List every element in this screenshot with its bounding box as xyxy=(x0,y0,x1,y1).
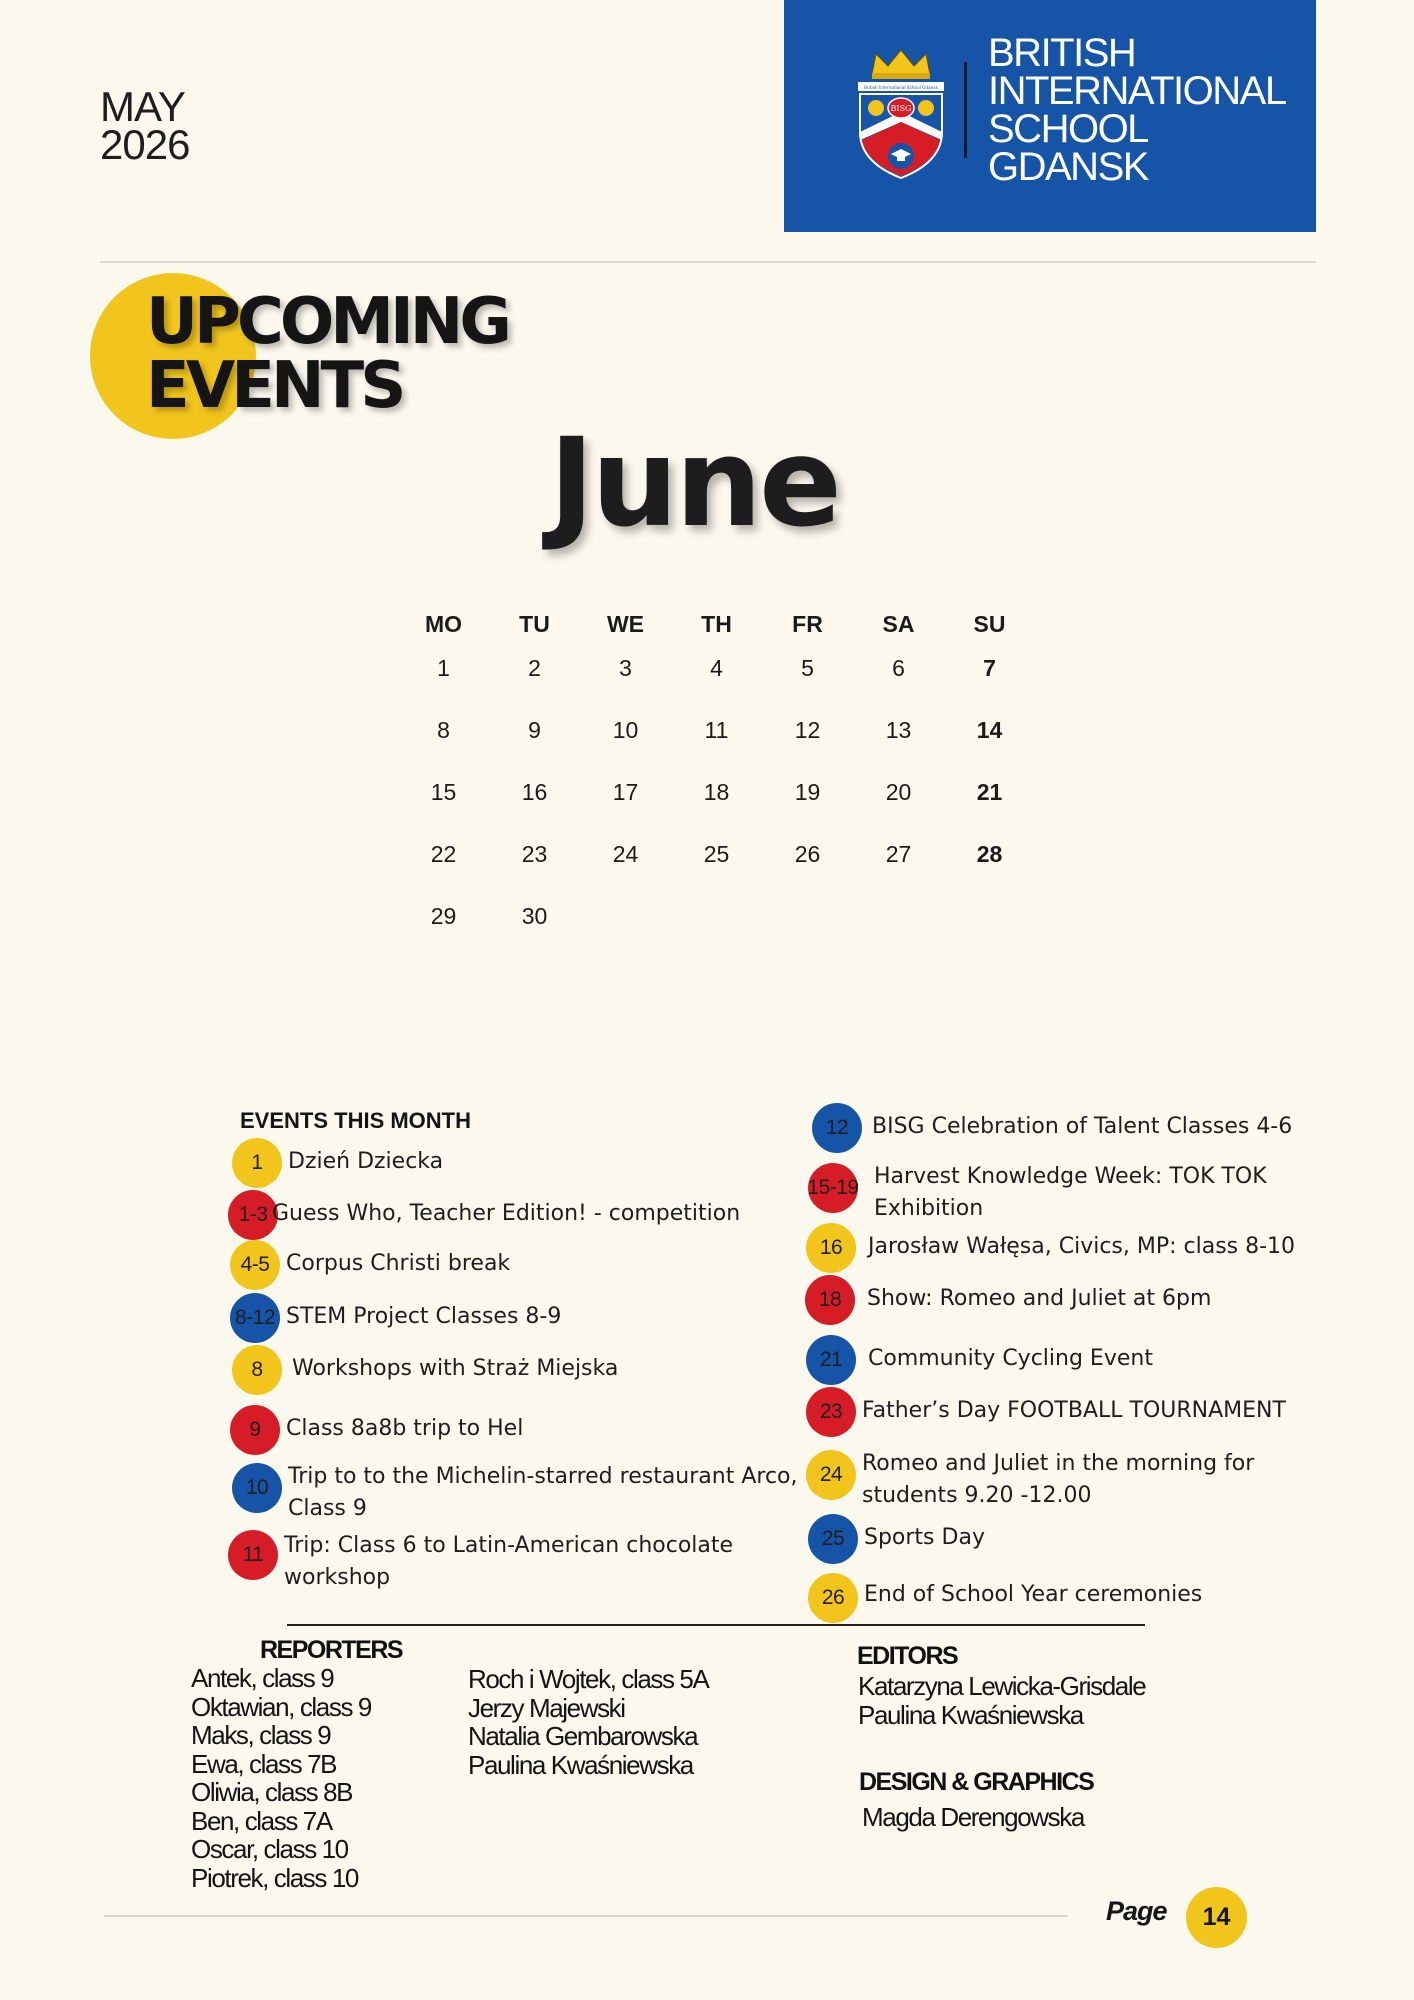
calendar-month-title: June xyxy=(549,412,839,554)
events-title: EVENTS THIS MONTH xyxy=(240,1108,472,1133)
school-crest-icon xyxy=(854,44,948,180)
events-divider xyxy=(287,1624,1145,1626)
reporter-name: Jerzy Majewski xyxy=(468,1692,625,1723)
calendar-day: 27 xyxy=(885,841,912,867)
event-item xyxy=(808,1514,985,1564)
reporters-list xyxy=(191,1664,371,1892)
event-item xyxy=(806,1335,1153,1385)
page-number-badge xyxy=(1186,1887,1247,1948)
calendar-day-sunday: 21 xyxy=(976,779,1003,805)
event-item xyxy=(806,1450,1292,1512)
calendar-day: 8 xyxy=(437,717,450,743)
event-item xyxy=(230,1293,561,1343)
event-text: Community Cycling Event xyxy=(868,1346,1153,1371)
event-text: Harvest Knowledge Week: TOK TOK Exhibition xyxy=(874,1164,1267,1221)
reporters-list-2 xyxy=(468,1665,708,1779)
event-text: Jarosław Wałęsa, Civics, MP: class 8-10 xyxy=(868,1234,1296,1259)
header-divider xyxy=(100,261,1316,263)
event-item xyxy=(232,1138,443,1188)
event-item xyxy=(232,1345,618,1395)
reporters-heading: REPORTERS xyxy=(260,1636,403,1664)
event-item xyxy=(805,1275,1211,1325)
event-date-badge: 1 xyxy=(232,1138,282,1188)
design-heading: DESIGN & GRAPHICS xyxy=(859,1768,1094,1796)
weekday-header: SU xyxy=(973,611,1006,637)
reporter-name: Ewa, class 7B xyxy=(191,1748,337,1779)
event-item xyxy=(806,1223,1295,1273)
calendar-day: 24 xyxy=(612,841,639,867)
designer-name: Magda Derengowska xyxy=(862,1802,1084,1832)
editors-list xyxy=(858,1672,1145,1729)
school-name-line: BRITISH xyxy=(988,31,1136,75)
event-text: Show: Romeo and Juliet at 6pm xyxy=(867,1286,1212,1311)
weekday-header: SA xyxy=(882,611,915,637)
reporter-name: Antek, class 9 xyxy=(191,1663,334,1693)
section-title xyxy=(146,285,508,423)
calendar-day: 29 xyxy=(430,903,457,929)
event-text: Dzień Dziecka xyxy=(288,1149,444,1174)
editor-name: Paulina Kwaśniewska xyxy=(858,1699,1083,1730)
calendar-day: 26 xyxy=(794,841,821,867)
issue-date xyxy=(100,83,190,168)
event-text: Sports Day xyxy=(864,1525,985,1550)
calendar-day: 15 xyxy=(430,779,457,805)
event-text: Corpus Christi break xyxy=(286,1251,511,1276)
event-text: Guess Who, Teacher Edition! - competition xyxy=(272,1201,741,1226)
issue-month: MAY xyxy=(100,83,185,130)
school-name-line: INTERNATIONAL xyxy=(988,69,1286,113)
event-date-badge: 9 xyxy=(230,1405,280,1455)
reporter-name: Paulina Kwaśniewska xyxy=(468,1749,693,1780)
crest-banner-text: British International School Gdansk xyxy=(864,85,938,90)
event-item xyxy=(808,1573,1202,1623)
calendar-day: 12 xyxy=(794,717,821,743)
reporter-name: Oscar, class 10 xyxy=(191,1834,348,1864)
reporter-name: Oliwia, class 8B xyxy=(191,1777,353,1807)
weekday-header: FR xyxy=(792,611,823,637)
section-title-line: UPCOMING xyxy=(146,285,508,359)
school-brand-panel xyxy=(784,0,1316,232)
event-text: Class 8a8b trip to Hel xyxy=(286,1416,524,1441)
event-text: Trip: Class 6 to Latin-American chocolate workshop xyxy=(284,1533,734,1590)
reporter-name: Piotrek, class 10 xyxy=(191,1862,358,1893)
event-date-badge: 25 xyxy=(808,1514,858,1564)
calendar-day: 13 xyxy=(885,717,912,743)
event-date-badge: 21 xyxy=(806,1335,856,1385)
calendar-day: 9 xyxy=(528,717,541,743)
event-item xyxy=(230,1405,523,1455)
reporter-name: Oktawian, class 9 xyxy=(191,1691,371,1722)
reporter-name: Maks, class 9 xyxy=(191,1720,331,1750)
event-date-badge: 4-5 xyxy=(230,1240,280,1290)
event-date-badge: 16 xyxy=(806,1223,856,1273)
event-item xyxy=(228,1530,784,1594)
calendar-day: 18 xyxy=(703,779,730,805)
calendar-day: 30 xyxy=(521,903,548,929)
design-list xyxy=(862,1803,1084,1832)
section-title-line: EVENTS xyxy=(146,349,403,423)
event-date-badge: 1-3 xyxy=(228,1190,278,1240)
event-date-badge: 23 xyxy=(806,1387,856,1437)
event-date-badge: 11 xyxy=(228,1530,278,1580)
editor-name: Katarzyna Lewicka-Grisdale xyxy=(858,1671,1146,1701)
school-name-line: SCHOOL xyxy=(988,107,1148,151)
event-text: Trip to to the Michelin-starred restaurant Arco, Class 9 xyxy=(288,1464,798,1521)
weekday-header: TH xyxy=(701,611,732,637)
event-text: Father’s Day FOOTBALL TOURNAMENT xyxy=(862,1398,1286,1423)
issue-year: 2026 xyxy=(100,121,190,168)
event-item xyxy=(812,1103,1292,1153)
event-date-badge: 12 xyxy=(812,1103,862,1153)
event-item xyxy=(230,1240,510,1290)
event-item xyxy=(808,1163,1274,1225)
calendar-day: 3 xyxy=(619,655,632,681)
event-date-badge: 8-12 xyxy=(230,1293,280,1343)
calendar-day: 23 xyxy=(521,841,548,867)
page-label: Page xyxy=(1106,1896,1167,1926)
event-item xyxy=(806,1387,1286,1437)
editors-heading: EDITORS xyxy=(857,1642,958,1670)
calendar-day: 2 xyxy=(528,655,541,681)
reporter-name: Natalia Gembarowska xyxy=(468,1721,698,1751)
weekday-header: TU xyxy=(519,611,550,637)
event-text: Workshops with Straż Miejska xyxy=(292,1356,619,1381)
event-date-badge: 15-19 xyxy=(808,1163,858,1213)
page-number: 14 xyxy=(1202,1903,1231,1931)
calendar-day: 11 xyxy=(704,717,729,743)
reporter-name: Ben, class 7A xyxy=(191,1805,332,1836)
event-text: BISG Celebration of Talent Classes 4-6 xyxy=(872,1114,1293,1139)
brand-divider xyxy=(964,62,967,158)
crest-initials: BISG xyxy=(890,104,912,113)
calendar-day: 22 xyxy=(430,841,457,867)
calendar-day-sunday: 7 xyxy=(983,655,996,681)
school-name xyxy=(988,31,1286,189)
weekday-header: WE xyxy=(606,611,645,637)
event-date-badge: 18 xyxy=(805,1275,855,1325)
calendar-day: 25 xyxy=(703,841,730,867)
calendar-day: 4 xyxy=(710,655,723,681)
event-text: STEM Project Classes 8-9 xyxy=(286,1304,562,1329)
calendar-day: 6 xyxy=(892,655,905,681)
calendar-day: 10 xyxy=(612,717,639,743)
school-name-line: GDANSK xyxy=(988,145,1148,189)
calendar-day: 1 xyxy=(437,655,450,681)
calendar-day: 19 xyxy=(794,779,821,805)
calendar-day: 16 xyxy=(521,779,548,805)
event-date-badge: 10 xyxy=(232,1463,282,1513)
reporter-name: Roch i Wojtek, class 5A xyxy=(468,1664,709,1694)
event-item xyxy=(228,1190,740,1240)
event-text: End of School Year ceremonies xyxy=(864,1582,1203,1607)
calendar-day: 20 xyxy=(885,779,912,805)
calendar-day-sunday: 28 xyxy=(976,841,1003,867)
weekday-header: MO xyxy=(424,611,463,637)
event-date-badge: 8 xyxy=(232,1345,282,1395)
calendar-day: 5 xyxy=(801,655,814,681)
footer-divider xyxy=(104,1915,1068,1917)
calendar-day-sunday: 14 xyxy=(976,717,1003,743)
event-text: Romeo and Juliet in the morning for students 9.20 -12.00 xyxy=(862,1451,1255,1508)
event-date-badge: 24 xyxy=(806,1450,856,1500)
event-date-badge: 26 xyxy=(808,1573,858,1623)
calendar-day: 17 xyxy=(612,779,639,805)
event-item xyxy=(232,1463,808,1525)
calendar-grid xyxy=(398,602,1035,956)
